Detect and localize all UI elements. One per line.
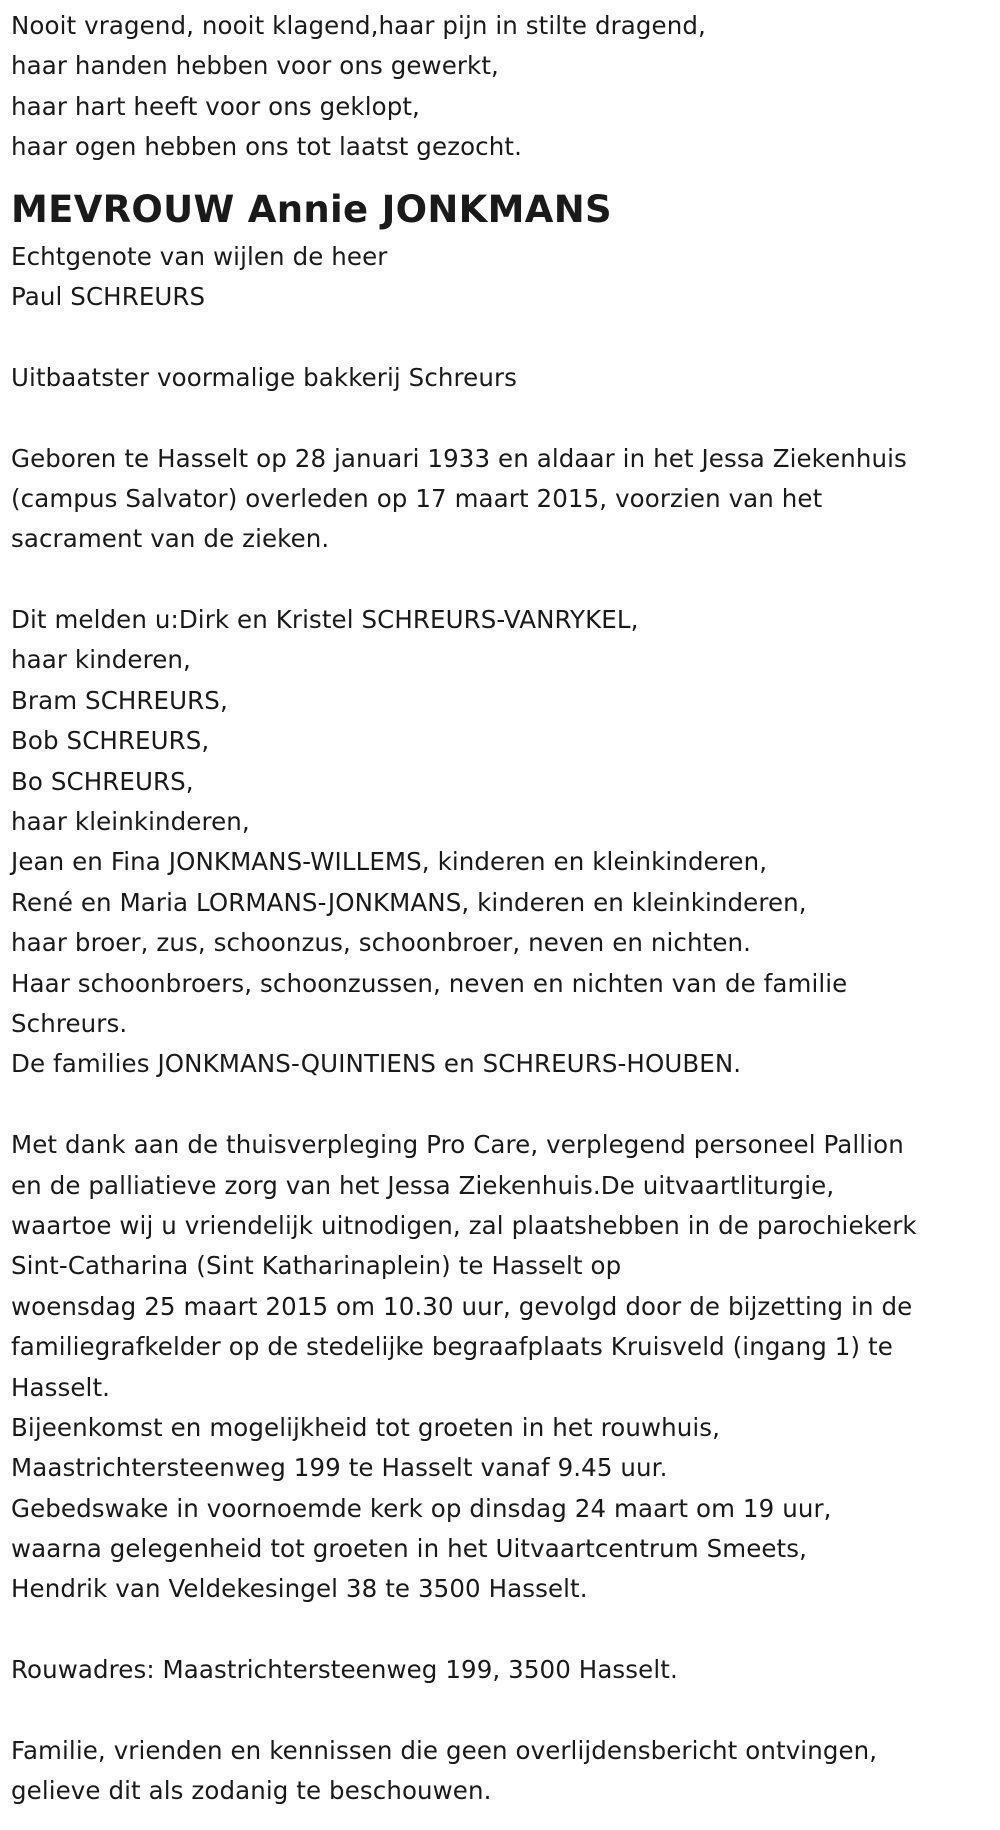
family-line: Schreurs. <box>11 1008 128 1038</box>
spacer <box>11 1691 991 1731</box>
funeral-line: familiegrafkelder op de stedelijke begraafplaats Kruisveld (ingang 1) te <box>11 1332 893 1362</box>
family-line: Bob SCHREURS, <box>11 726 210 756</box>
paragraph-line: (campus Salvator) overleden op 17 maart 2015, voorzien van het <box>11 483 823 513</box>
spouse-name: Paul SCHREURS <box>11 281 206 311</box>
funeral-line: Met dank aan de thuisverpleging Pro Care, verplegend personeel Pallion <box>11 1130 904 1160</box>
birth-death-paragraph <box>11 439 991 560</box>
spacer <box>11 317 991 357</box>
funeral-line: waartoe wij u vriendelijk uitnodigen, zal plaatshebben in de parochiekerk <box>11 1210 917 1240</box>
funeral-line: en de palliatieve zorg van het Jessa Ziekenhuis.De uitvaartliturgie, <box>11 1170 835 1200</box>
spacer <box>11 1610 991 1650</box>
funeral-paragraph <box>11 1125 991 1610</box>
closing-line: Familie, vrienden en kennissen die geen overlijdensbericht ontvingen, <box>11 1736 878 1766</box>
funeral-line: Hendrik van Veldekesingel 38 te 3500 Hasselt. <box>11 1574 588 1604</box>
family-line: De families JONKMANS-QUINTIENS en SCHREURS-HOUBEN. <box>11 1049 742 1079</box>
funeral-line: waarna gelegenheid tot groeten in het Uitvaartcentrum Smeets, <box>11 1534 807 1564</box>
spacer <box>11 1085 991 1125</box>
family-line: Haar schoonbroers, schoonzussen, neven en nichten van de familie <box>11 968 848 998</box>
paragraph-line: Geboren te Hasselt op 28 januari 1933 en aldaar in het Jessa Ziekenhuis <box>11 443 907 473</box>
poem-line: Nooit vragend, nooit klagend,haar pijn in stilte dragend, <box>11 11 706 40</box>
occupation: Uitbaatster voormalige bakkerij Schreurs <box>11 362 517 392</box>
closing-line: gelieve dit als zodanig te beschouwen. <box>11 1776 492 1806</box>
spouse-line: Echtgenote van wijlen de heer <box>11 241 388 271</box>
spacer <box>11 168 991 184</box>
family-line: Jean en Fina JONKMANS-WILLEMS, kinderen en kleinkinderen, <box>11 847 768 877</box>
funeral-line: Maastrichtersteenweg 199 te Hasselt vanaf 9.45 uur. <box>11 1453 668 1483</box>
family-line: haar kinderen, <box>11 645 191 675</box>
funeral-line: Bijeenkomst en mogelijkheid tot groeten in het rouwhuis, <box>11 1412 721 1442</box>
closing-paragraph <box>11 1731 991 1812</box>
family-line: Dit melden u:Dirk en Kristel SCHREURS-VANRYKEL, <box>11 605 639 635</box>
deceased-name: MEVROUW Annie JONKMANS <box>11 187 612 231</box>
poem-line: haar ogen hebben ons tot laatst gezocht. <box>11 132 522 162</box>
family-line: haar broer, zus, schoonzus, schoonbroer, neven en nichten. <box>11 928 752 958</box>
spacer <box>11 560 991 600</box>
mourning-address: Rouwadres: Maastrichtersteenweg 199, 3500 Hasselt. <box>11 1655 678 1685</box>
paragraph-line: sacrament van de zieken. <box>11 524 330 554</box>
family-line: Bo SCHREURS, <box>11 766 194 796</box>
family-line: René en Maria LORMANS-JONKMANS, kinderen en kleinkinderen, <box>11 887 807 917</box>
poem-line: haar hart heeft voor ons geklopt, <box>11 91 420 121</box>
funeral-line: Sint-Catharina (Sint Katharinaplein) te Hasselt op <box>11 1251 622 1281</box>
deceased-header <box>11 186 991 318</box>
funeral-line: Hasselt. <box>11 1372 111 1402</box>
family-line: haar kleinkinderen, <box>11 807 250 837</box>
funeral-line: Gebedswake in voornoemde kerk op dinsdag 24 maart om 19 uur, <box>11 1493 832 1523</box>
family-line: Bram SCHREURS, <box>11 685 228 715</box>
poem-line: haar handen hebben voor ons gewerkt, <box>11 51 499 81</box>
obituary-document <box>11 6 991 1812</box>
poem <box>11 6 991 168</box>
family-list <box>11 600 991 1085</box>
spacer <box>11 398 991 438</box>
funeral-line: woensdag 25 maart 2015 om 10.30 uur, gevolgd door de bijzetting in de <box>11 1291 913 1321</box>
